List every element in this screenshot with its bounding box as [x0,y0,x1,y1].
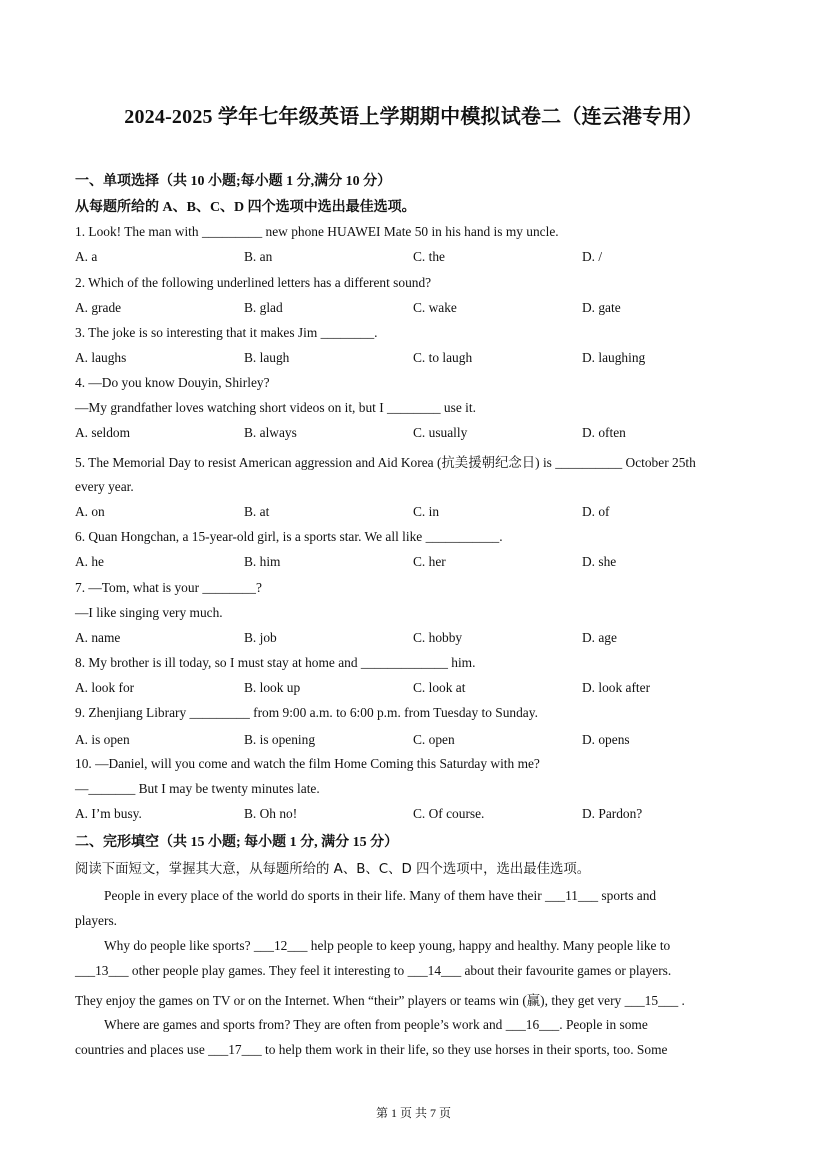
option-a: A. grade [75,300,122,315]
option-a: A. I’m busy. [75,806,142,821]
passage-line-2: players. [75,913,118,928]
question-2-stem: 2. Which of the following underlined letters has a different sound? [75,275,432,290]
option-b: B. glad [244,300,283,315]
option-a: A. he [75,554,105,569]
passage-line-3: Why do people like sports? ___12___ help people to keep young, happy and healthy. Many people like to [104,938,671,953]
question-10-stem: 10. —Daniel, will you come and watch the film Home Coming this Saturday with me? [75,756,540,771]
option-b: B. Oh no! [244,806,298,821]
option-d: D. gate [582,300,621,315]
question-4-stem-2: —My grandfather loves watching short videos on it, but I ________ use it. [75,400,476,415]
option-c: C. hobby [413,630,463,645]
option-a: A. look for [75,680,135,695]
passage-line-4: ___13___ other people play games. They feel it interesting to ___14___ about their favourite games or players. [75,963,672,978]
question-5-stem-2: every year. [75,479,134,494]
option-a: A. is open [75,732,130,747]
question-9-options [75,732,755,750]
option-b: B. always [244,425,297,440]
question-4-options [75,425,755,443]
option-d: D. laughing [582,350,646,365]
option-b: B. is opening [244,732,316,747]
option-b: B. at [244,504,270,519]
question-7-stem-2: —I like singing very much. [75,605,223,620]
question-9-stem: 9. Zhenjiang Library _________ from 9:00 a.m. to 6:00 p.m. from Tuesday to Sunday. [75,705,538,720]
option-d: D. she [582,554,617,569]
option-c: C. usually [413,425,468,440]
question-8-options [75,680,755,698]
option-b: B. an [244,249,273,264]
option-b: B. job [244,630,277,645]
question-7-options [75,630,755,648]
option-c: C. her [413,554,446,569]
question-3-stem: 3. The joke is so interesting that it makes Jim ________. [75,325,378,340]
passage-line-5: They enjoy the games on TV or on the Internet. When “their” players or teams win (赢), they get very ___15___ . [75,993,685,1008]
question-10-options [75,806,755,824]
option-a: A. on [75,504,105,519]
option-a: A. a [75,249,98,264]
option-c: C. Of course. [413,806,485,821]
option-d: D. opens [582,732,630,747]
option-b: B. him [244,554,281,569]
page-footer: 第 1 页 共 7 页 [375,1106,451,1120]
exam-title: 2024-2025 学年七年级英语上学期期中模拟试卷二（连云港专用） [124,106,703,128]
question-2-options [75,300,755,318]
question-5-options [75,504,755,522]
section1-heading: 一、单项选择（共 10 小题;每小题 1 分,满分 10 分） [75,174,392,189]
option-a: A. laughs [75,350,127,365]
question-5-stem: 5. The Memorial Day to resist American aggression and Aid Korea (抗美援朝纪念日) is __________ October 25th [75,455,696,470]
option-c: C. open [413,732,455,747]
section2-instruction: 阅读下面短文，掌握其大意，从每题所给的 A、B、C、D 四个选项中，选出最佳选项。 [75,862,591,877]
passage-line-6: Where are games and sports from? They are often from people’s work and ___16___. People in some [104,1017,648,1032]
option-c: C. the [413,249,445,264]
option-c: C. look at [413,680,466,695]
question-3-options [75,350,755,368]
option-c: C. to laugh [413,350,473,365]
question-8-stem: 8. My brother is ill today, so I must stay at home and _____________ him. [75,655,476,670]
option-d: D. look after [582,680,651,695]
question-7-stem: 7. —Tom, what is your ________? [75,580,262,595]
section2-heading: 二、完形填空（共 15 小题; 每小题 1 分, 满分 15 分） [75,835,399,850]
option-d: D. age [582,630,617,645]
option-c: C. in [413,504,440,519]
option-b: B. laugh [244,350,290,365]
question-6-stem: 6. Quan Hongchan, a 15-year-old girl, is a sports star. We all like ___________. [75,529,503,544]
question-10-stem-2: —_______ But I may be twenty minutes late. [75,781,320,796]
option-d: D. Pardon? [582,806,643,821]
question-1-stem: 1. Look! The man with _________ new phone HUAWEI Mate 50 in his hand is my uncle. [75,224,559,239]
question-1-options [75,249,755,267]
passage-line-7: countries and places use ___17___ to help them work in their life, so they use horses in their sports, too. Some [75,1042,668,1057]
passage-line-1: People in every place of the world do sports in their life. Many of them have their ___11___ sports and [104,888,657,903]
option-a: A. seldom [75,425,131,440]
option-d: D. / [582,249,603,264]
option-d: D. often [582,425,626,440]
option-d: D. of [582,504,610,519]
option-b: B. look up [244,680,301,695]
option-c: C. wake [413,300,457,315]
option-a: A. name [75,630,121,645]
section1-instruction: 从每题所给的 A、B、C、D 四个选项中选出最佳选项。 [75,200,416,215]
question-4-stem: 4. —Do you know Douyin, Shirley? [75,375,270,390]
question-6-options [75,554,755,572]
